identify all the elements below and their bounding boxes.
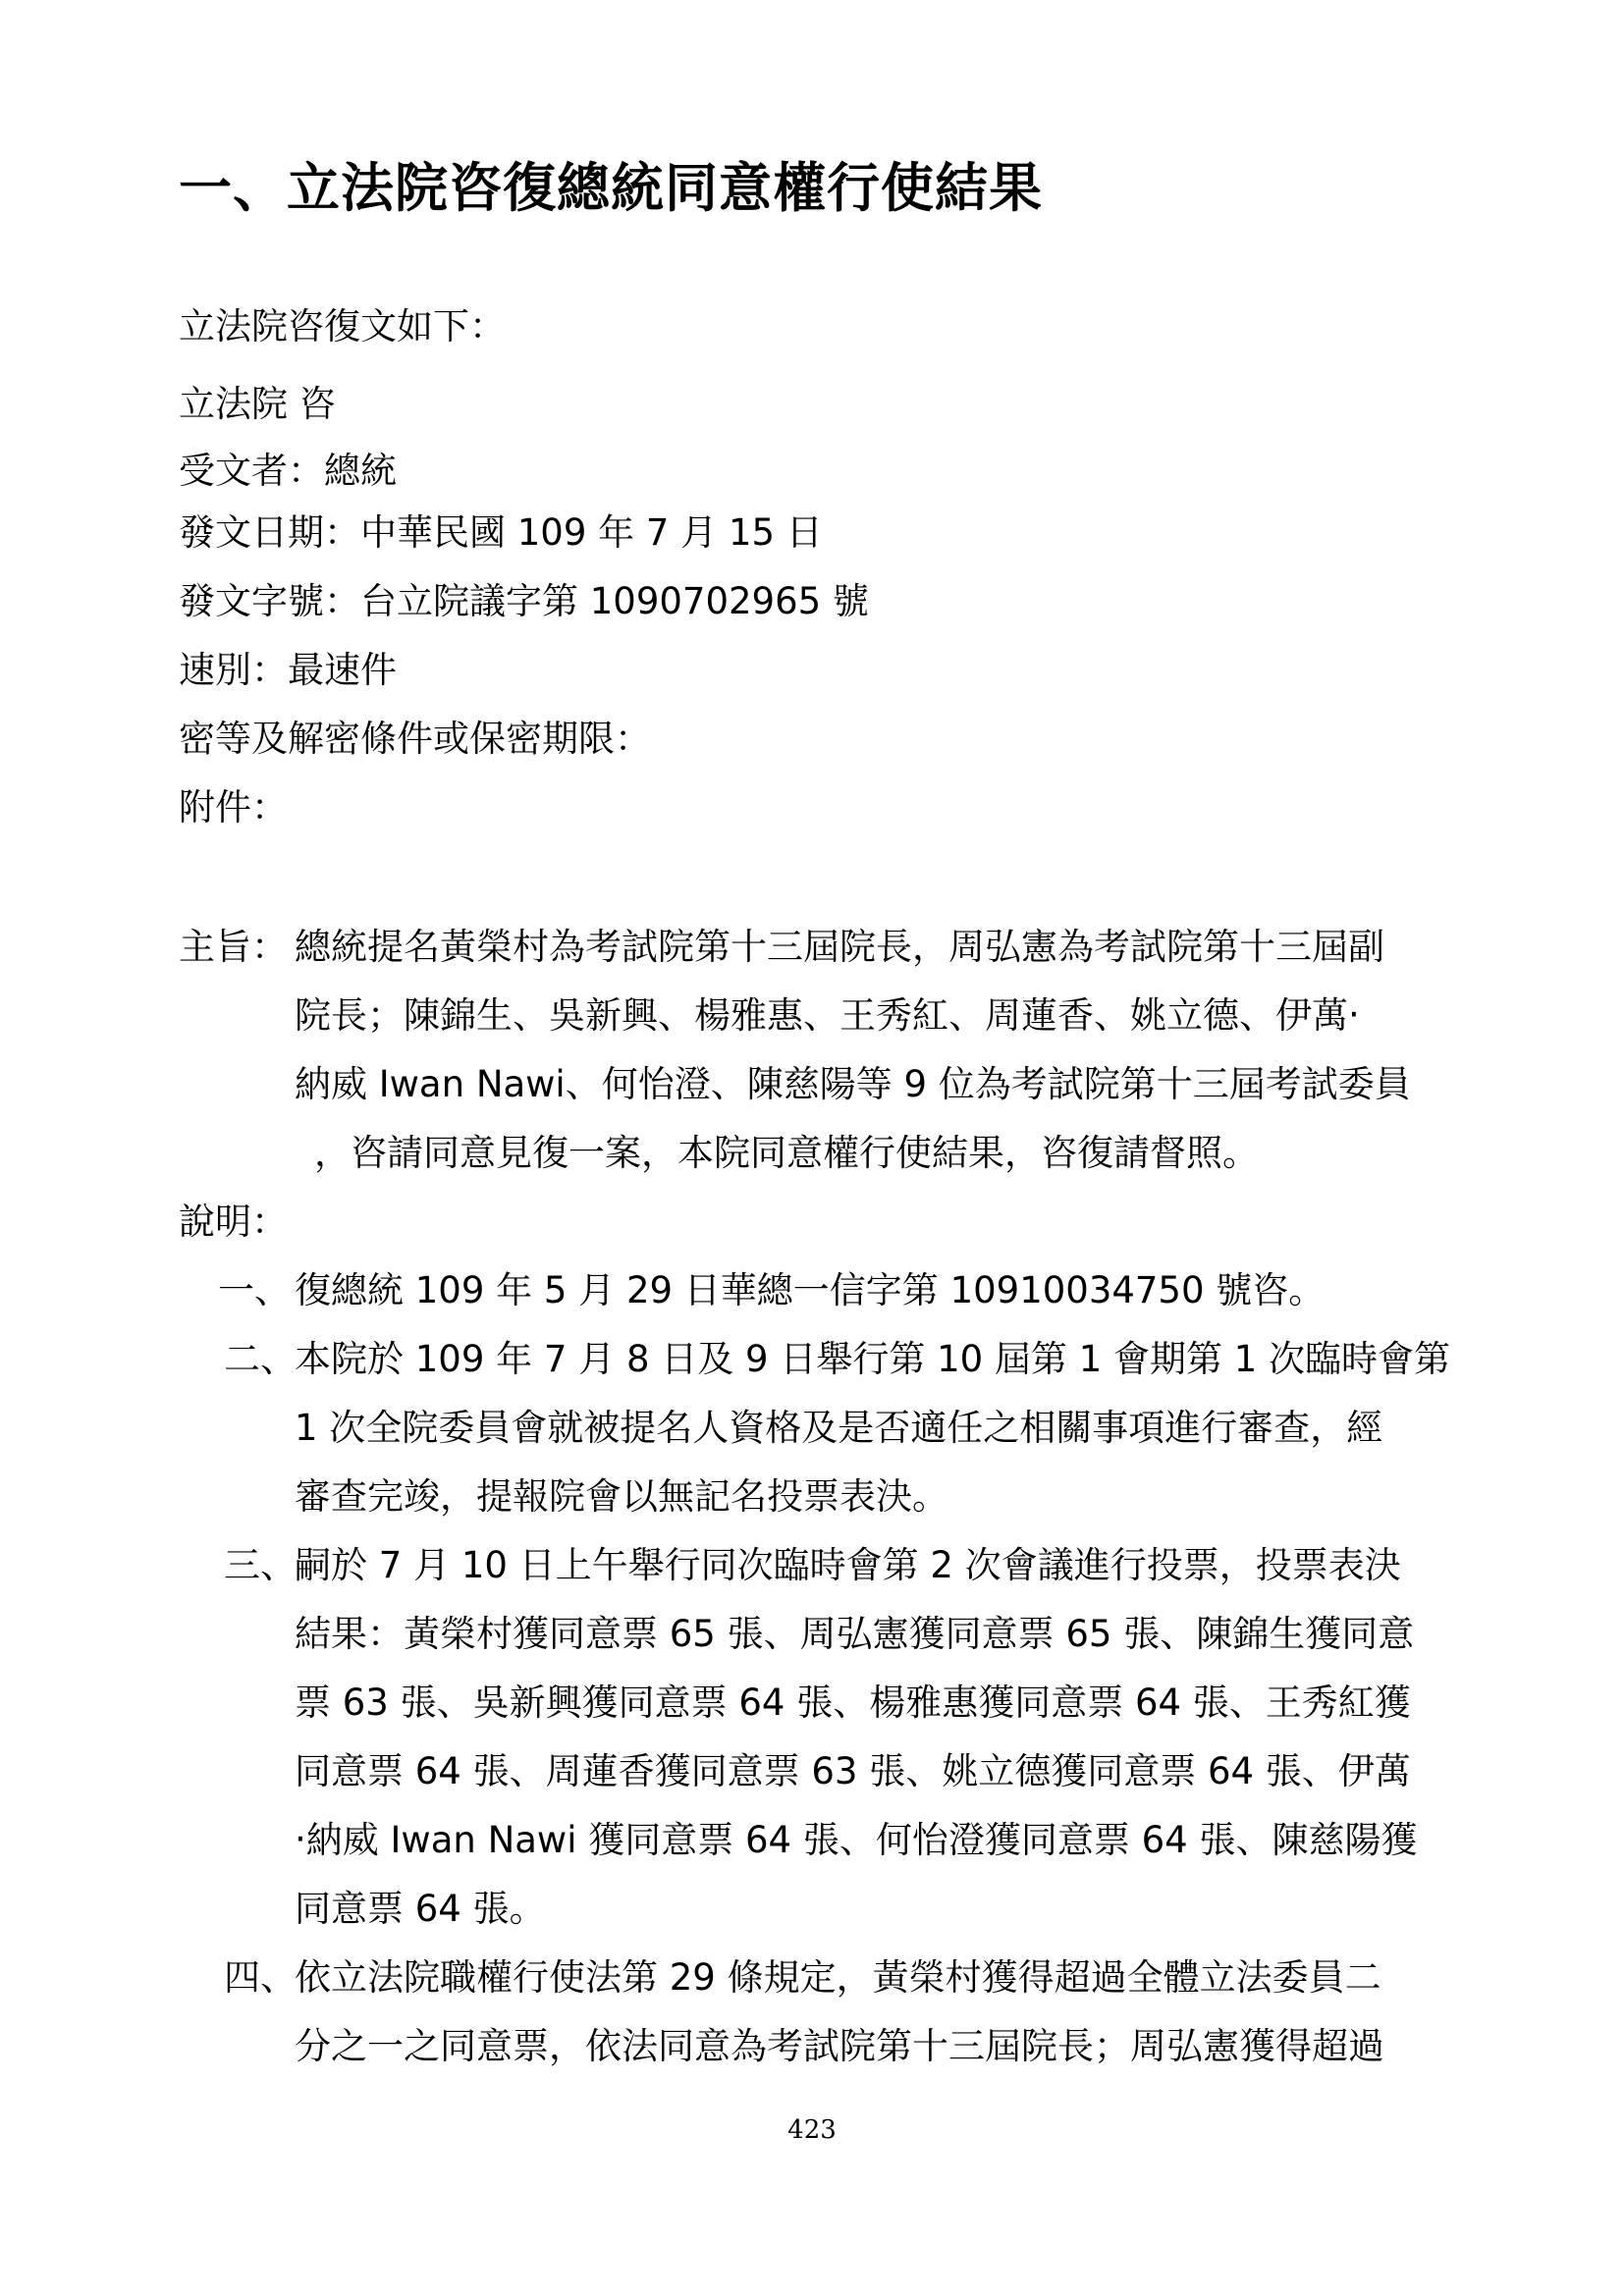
classification-line: 密等及解密條件或保密期限：	[179, 718, 651, 760]
date-line: 發文日期：中華民國 109 年 7 月 15 日	[179, 511, 823, 554]
item-line: 票 63 張、吳新興獲同意票 64 張、楊雅惠獲同意票 64 張、王秀紅獲	[295, 1682, 1411, 1724]
explanation-item-2	[295, 1325, 1463, 1531]
issuer-line: 立法院 咨	[179, 383, 336, 425]
page-number: 423	[787, 2115, 837, 2145]
item-number: 二、	[224, 1338, 297, 1380]
page-title: 一、立法院咨復總統同意權行使結果	[179, 157, 1043, 219]
item-number: 四、	[224, 1956, 297, 1999]
subject-text	[295, 913, 1463, 1188]
explanation-label: 說明：	[179, 1201, 288, 1243]
item-number: 一、	[218, 1269, 291, 1311]
attachment-line: 附件：	[179, 786, 288, 828]
subject-line: 院長；陳錦生、吳新興、楊雅惠、王秀紅、周蓮香、姚立德、伊萬‧	[295, 994, 1360, 1037]
item-number: 三、	[224, 1544, 297, 1586]
recipient-line: 受文者：總統	[179, 450, 397, 492]
item-line: 1 次全院委員會就被提名人資格及是否適任之相關事項進行審查，經	[295, 1407, 1383, 1449]
item-line: 審查完竣，提報院會以無記名投票表決。	[295, 1475, 948, 1518]
item-line: 同意票 64 張。	[295, 1888, 546, 1930]
item-line: 結果：黃榮村獲同意票 65 張、周弘憲獲同意票 65 張、陳錦生獲同意	[295, 1613, 1415, 1655]
item-line: 同意票 64 張、周蓮香獲同意票 63 張、姚立德獲同意票 64 張、伊萬	[295, 1750, 1411, 1792]
item-line: 嗣於 7 月 10 日上午舉行同次臨時會第 2 次會議進行投票，投票表決	[295, 1544, 1401, 1586]
subject-label: 主旨：	[179, 926, 288, 968]
explanation-item-1	[295, 1256, 1463, 1325]
subject-line: 納威 Iwan Nawi、何怡澄、陳慈陽等 9 位為考試院第十三屆考試委員	[295, 1063, 1411, 1105]
document-number-line: 發文字號：台立院議字第 1090702965 號	[179, 580, 869, 622]
item-line: ‧納威 Iwan Nawi 獲同意票 64 張、何怡澄獲同意票 64 張、陳慈陽獲	[295, 1819, 1418, 1861]
item-line: 復總統 109 年 5 月 29 日華總一信字第 10910034750 號咨。	[295, 1269, 1326, 1311]
explanation-item-4	[295, 1944, 1463, 2081]
speed-line: 速別：最速件	[179, 649, 397, 691]
subject-line: 總統提名黃榮村為考試院第十三屆院長，周弘憲為考試院第十三屆副	[295, 926, 1384, 968]
item-line: 依立法院職權行使法第 29 條規定，黃榮村獲得超過全體立法委員二	[295, 1956, 1381, 1999]
item-line: 本院於 109 年 7 月 8 日及 9 日舉行第 10 屆第 1 會期第 1 次臨時會第	[295, 1338, 1451, 1380]
explanation-item-3	[295, 1531, 1463, 1944]
intro-line: 立法院咨復文如下：	[179, 305, 506, 347]
item-line: 分之一之同意票，依法同意為考試院第十三屆院長；周弘憲獲得超過	[295, 2025, 1384, 2067]
subject-line: ，咨請同意見復一案，本院同意權行使結果，咨復請督照。	[314, 1132, 1259, 1174]
